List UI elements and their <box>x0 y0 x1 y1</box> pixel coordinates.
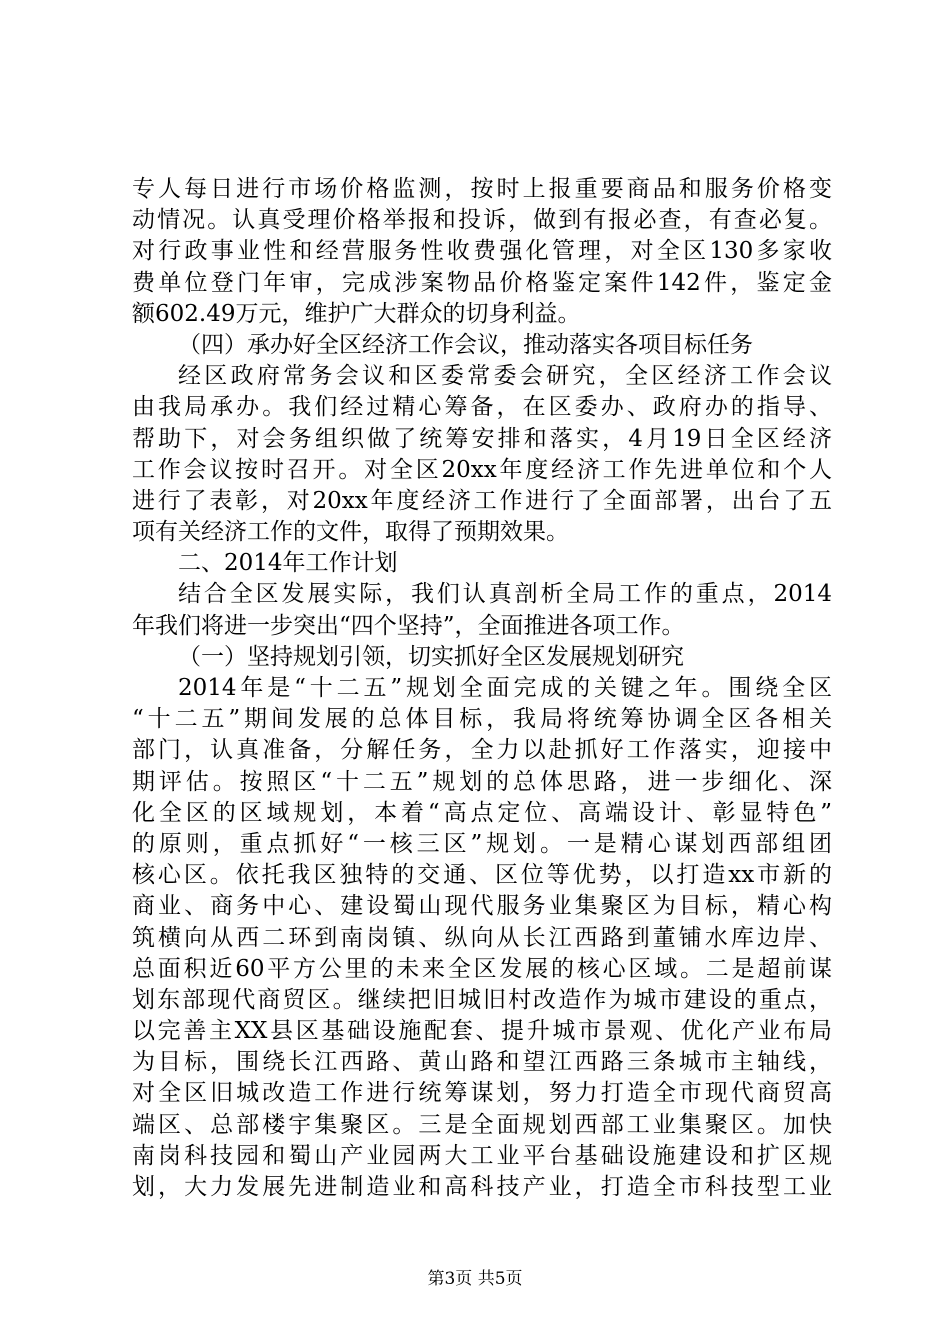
paragraph-line: 划，大力发展先进制造业和高科技产业，打造全市科技型工业 <box>132 1174 832 1200</box>
paragraph-line: 2014年是“十二五”规划全面完成的关键之年。围绕全区 <box>178 675 832 701</box>
paragraph-line: 以完善主XX县区基础设施配套、提升城市景观、优化产业布局 <box>132 1018 832 1045</box>
paragraph-line: 化全区的区域规划，本着“高点定位、高端设计、彰显特色” <box>132 799 832 826</box>
page-footer: 第3页 共5页 <box>427 1269 523 1289</box>
paragraph-line: 工作会议按时召开。对全区20xx年度经济工作先进单位和个人 <box>132 456 832 483</box>
paragraph-line: 期评估。按照区“十二五”规划的总体思路，进一步细化、深 <box>132 768 832 795</box>
paragraph-line: 帮助下，对会务组织做了统筹安排和落实，4月19日全区经济 <box>132 425 832 452</box>
paragraph-line: 端区、总部楼宇集聚区。三是全面规划西部工业集聚区。加快 <box>132 1111 832 1138</box>
paragraph-line: 南岗科技园和蜀山产业园两大工业平台基础设施建设和扩区规 <box>132 1142 832 1169</box>
paragraph-line: 核心区。依托我区独特的交通、区位等优势，以打造xx市新的 <box>132 862 832 889</box>
paragraph-line: 专人每日进行市场价格监测，按时上报重要商品和服务价格变 <box>132 176 832 202</box>
paragraph-line: 为目标，围绕长江西路、黄山路和望江西路三条城市主轴线， <box>132 1049 832 1076</box>
paragraph-line: 经区政府常务会议和区委常委会研究，全区经济工作会议 <box>178 363 832 390</box>
paragraph-line: 总面积近60平方公里的未来全区发展的核心区域。二是超前谋 <box>132 955 832 982</box>
section-heading: （四）承办好全区经济工作会议，推动落实各项目标任务 <box>178 331 753 358</box>
paragraph-line: 对行政事业性和经营服务性收费强化管理，对全区130多家收 <box>132 238 832 265</box>
paragraph-line: 部门，认真准备，分解任务，全力以赴抓好工作落实，迎接中 <box>132 737 832 764</box>
paragraph-line: 年我们将进一步突出“四个坚持”，全面推进各项工作。 <box>132 612 685 639</box>
section-heading: （一）坚持规划引领，切实抓好全区发展规划研究 <box>178 643 684 670</box>
paragraph-line: 额602.49万元，维护广大群众的切身利益。 <box>132 300 581 327</box>
paragraph-line: 项有关经济工作的文件，取得了预期效果。 <box>132 519 569 546</box>
paragraph-line: 的原则，重点抓好“一核三区”规划。一是精心谋划西部组团 <box>132 830 832 857</box>
section-heading: 二、2014年工作计划 <box>178 550 398 577</box>
paragraph-line: “十二五”期间发展的总体目标，我局将统筹协调全区各相关 <box>132 706 832 733</box>
document-body <box>132 174 832 1203</box>
paragraph-line: 对全区旧城改造工作进行统筹谋划，努力打造全市现代商贸高 <box>132 1080 832 1107</box>
paragraph-line: 筑横向从西二环到南岗镇、纵向从长江西路到董铺水库边岸、 <box>132 924 832 951</box>
paragraph-line: 结合全区发展实际，我们认真剖析全局工作的重点，2014 <box>178 581 832 608</box>
paragraph-line: 由我局承办。我们经过精心筹备，在区委办、政府办的指导、 <box>132 394 832 421</box>
paragraph-line: 费单位登门年审，完成涉案物品价格鉴定案件142件，鉴定金 <box>132 269 832 296</box>
paragraph-line: 进行了表彰，对20xx年度经济工作进行了全面部署，出台了五 <box>132 487 832 514</box>
paragraph-line: 划东部现代商贸区。继续把旧城旧村改造作为城市建设的重点， <box>132 986 832 1013</box>
paragraph-line: 动情况。认真受理价格举报和投诉，做到有报必查，有查必复。 <box>132 207 832 234</box>
paragraph-line: 商业、商务中心、建设蜀山现代服务业集聚区为目标，精心构 <box>132 893 832 920</box>
